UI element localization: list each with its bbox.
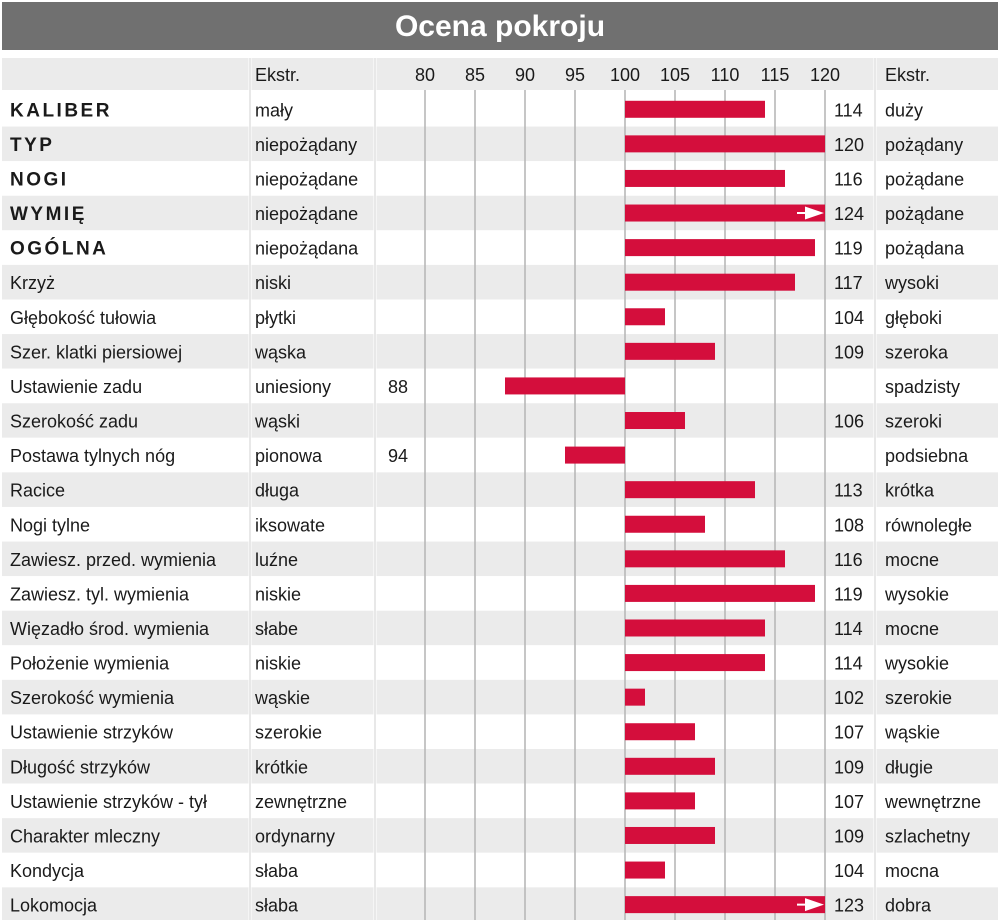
trait-label: Zawiesz. przed. wymienia	[10, 549, 217, 570]
trait-bar	[625, 619, 765, 636]
trait-label: OGÓLNA	[10, 238, 109, 260]
trait-label: Krzyż	[10, 273, 55, 294]
high-extreme-label: duży	[885, 100, 924, 121]
trait-bar	[625, 205, 825, 222]
trait-bar	[625, 170, 785, 187]
trait-bar	[625, 274, 795, 291]
high-extreme-label: mocne	[885, 618, 940, 639]
value-label: 123	[834, 895, 865, 916]
trait-label: Ustawienie strzyków - tył	[10, 791, 208, 812]
trait-bar	[625, 412, 685, 429]
low-extreme-label: słabe	[255, 618, 299, 639]
high-extreme-label: długie	[885, 757, 934, 778]
value-label: 109	[834, 342, 865, 363]
low-extreme-label: długa	[255, 480, 300, 501]
value-label: 114	[834, 100, 863, 121]
x-tick-label: 115	[760, 65, 790, 85]
value-label: 109	[834, 757, 865, 778]
value-label: 113	[834, 480, 863, 501]
trait-label: Szerokość wymienia	[10, 688, 175, 709]
value-label: 102	[834, 688, 865, 709]
low-extreme-label: niepożądany	[255, 134, 358, 155]
trait-label: Nogi tylne	[10, 515, 91, 536]
trait-label: Racice	[10, 480, 66, 501]
high-extreme-label: pożądane	[885, 204, 965, 225]
value-label: 120	[834, 134, 865, 155]
low-extreme-label: niskie	[255, 653, 302, 674]
low-extreme-label: wąski	[255, 411, 301, 432]
low-extreme-label: słaba	[255, 861, 299, 882]
high-extreme-label: spadzisty	[885, 376, 961, 397]
value-label: 119	[834, 238, 863, 259]
low-extreme-label: szerokie	[255, 722, 323, 743]
low-extreme-label: zewnętrzne	[255, 791, 348, 812]
high-extreme-label: pożądane	[885, 169, 965, 190]
value-label: 109	[834, 826, 865, 847]
high-extreme-label: szerokie	[885, 688, 953, 709]
trait-bar	[625, 135, 825, 152]
low-extreme-label: pionowa	[255, 446, 323, 467]
value-label: 119	[834, 584, 863, 605]
low-extreme-label: wąskie	[255, 688, 311, 709]
row-background	[2, 369, 998, 404]
value-label: 124	[834, 204, 865, 225]
trait-label: Lokomocja	[10, 895, 98, 916]
value-label: 104	[834, 307, 865, 328]
header-row-bg	[2, 58, 998, 90]
trait-label: Więzadło środ. wymienia	[10, 618, 210, 639]
trait-label: Zawiesz. tyl. wymienia	[10, 584, 190, 605]
trait-label: Ustawienie strzyków	[10, 722, 174, 743]
value-label: 108	[834, 515, 865, 536]
trait-label: Długość strzyków	[10, 757, 151, 778]
trait-bar	[625, 585, 815, 602]
trait-bar	[625, 862, 665, 879]
trait-label: TYP	[10, 134, 55, 156]
trait-bar	[625, 481, 755, 498]
header-right-extreme: Ekstr.	[885, 65, 931, 85]
x-tick-label: 105	[659, 65, 691, 85]
value-label: 107	[834, 722, 865, 743]
high-extreme-label: mocne	[885, 549, 940, 570]
trait-label: Głębokość tułowia	[10, 307, 157, 328]
high-extreme-label: wysokie	[885, 584, 950, 605]
high-extreme-label: krótka	[885, 480, 935, 501]
low-extreme-label: uniesiony	[255, 376, 332, 397]
x-tick-label: 110	[710, 65, 740, 85]
value-label: 88	[388, 376, 409, 397]
trait-label: Postawa tylnych nóg	[10, 446, 176, 467]
chart-title: Ocena pokroju	[394, 10, 606, 43]
trait-bar	[565, 447, 625, 464]
trait-bar	[625, 308, 665, 325]
trait-bar	[505, 377, 625, 394]
value-label: 104	[834, 861, 865, 882]
value-label: 116	[834, 169, 863, 190]
trait-label: KALIBER	[10, 100, 112, 122]
low-extreme-label: słaba	[255, 895, 299, 916]
x-tick-label: 80	[414, 65, 436, 85]
trait-bar	[625, 654, 765, 671]
high-extreme-label: szeroka	[885, 342, 949, 363]
trait-label: Położenie wymienia	[10, 653, 170, 674]
high-extreme-label: pożądana	[885, 238, 965, 259]
trait-label: WYMIĘ	[10, 204, 87, 226]
high-extreme-label: wąskie	[885, 722, 941, 743]
trait-bar	[625, 239, 815, 256]
trait-bar	[625, 792, 695, 809]
trait-bar	[625, 343, 715, 360]
trait-bar	[625, 101, 765, 118]
low-extreme-label: ordynarny	[255, 826, 336, 847]
trait-bar	[625, 550, 785, 567]
value-label: 114	[834, 653, 863, 674]
high-extreme-label: dobra	[885, 895, 932, 916]
value-label: 114	[834, 618, 863, 639]
x-tick-label: 120	[809, 65, 841, 85]
trait-label: Szerokość zadu	[10, 411, 139, 432]
high-extreme-label: pożądany	[885, 134, 964, 155]
low-extreme-label: niski	[255, 273, 292, 294]
high-extreme-label: głęboki	[885, 307, 943, 328]
trait-bar	[625, 689, 645, 706]
header-left-extreme: Ekstr.	[255, 65, 301, 85]
trait-label: Ustawienie zadu	[10, 376, 143, 397]
trait-bar	[625, 827, 715, 844]
low-extreme-label: niepożądane	[255, 169, 359, 190]
x-tick-label: 100	[609, 65, 641, 85]
low-extreme-label: iksowate	[255, 515, 326, 536]
x-tick-label: 85	[464, 65, 486, 85]
high-extreme-label: mocna	[885, 861, 940, 882]
high-extreme-label: podsiebna	[885, 446, 969, 467]
low-extreme-label: płytki	[255, 307, 297, 328]
trait-label: Kondycja	[10, 861, 85, 882]
trait-label: NOGI	[10, 169, 69, 191]
trait-label: Charakter mleczny	[10, 826, 161, 847]
high-extreme-label: równoległe	[885, 515, 973, 536]
x-tick-label: 90	[514, 65, 536, 85]
low-extreme-label: krótkie	[255, 757, 309, 778]
low-extreme-label: niepożądane	[255, 204, 359, 225]
low-extreme-label: niepożądana	[255, 238, 359, 259]
value-label: 116	[834, 549, 863, 570]
trait-label: Szer. klatki piersiowej	[10, 342, 183, 363]
value-label: 107	[834, 791, 865, 812]
trait-bar	[625, 758, 715, 775]
low-extreme-label: luźne	[255, 549, 299, 570]
high-extreme-label: szlachetny	[885, 826, 971, 847]
low-extreme-label: wąska	[255, 342, 307, 363]
x-tick-label: 95	[564, 65, 586, 85]
trait-bar	[625, 723, 695, 740]
value-label: 106	[834, 411, 865, 432]
value-label: 117	[834, 273, 863, 294]
high-extreme-label: wewnętrzne	[885, 791, 982, 812]
value-label: 94	[388, 446, 409, 467]
high-extreme-label: wysokie	[885, 653, 950, 674]
high-extreme-label: wysoki	[885, 273, 940, 294]
low-extreme-label: niskie	[255, 584, 302, 605]
low-extreme-label: mały	[255, 100, 294, 121]
trait-bar	[625, 516, 705, 533]
high-extreme-label: szeroki	[885, 411, 943, 432]
trait-bar	[625, 896, 825, 913]
